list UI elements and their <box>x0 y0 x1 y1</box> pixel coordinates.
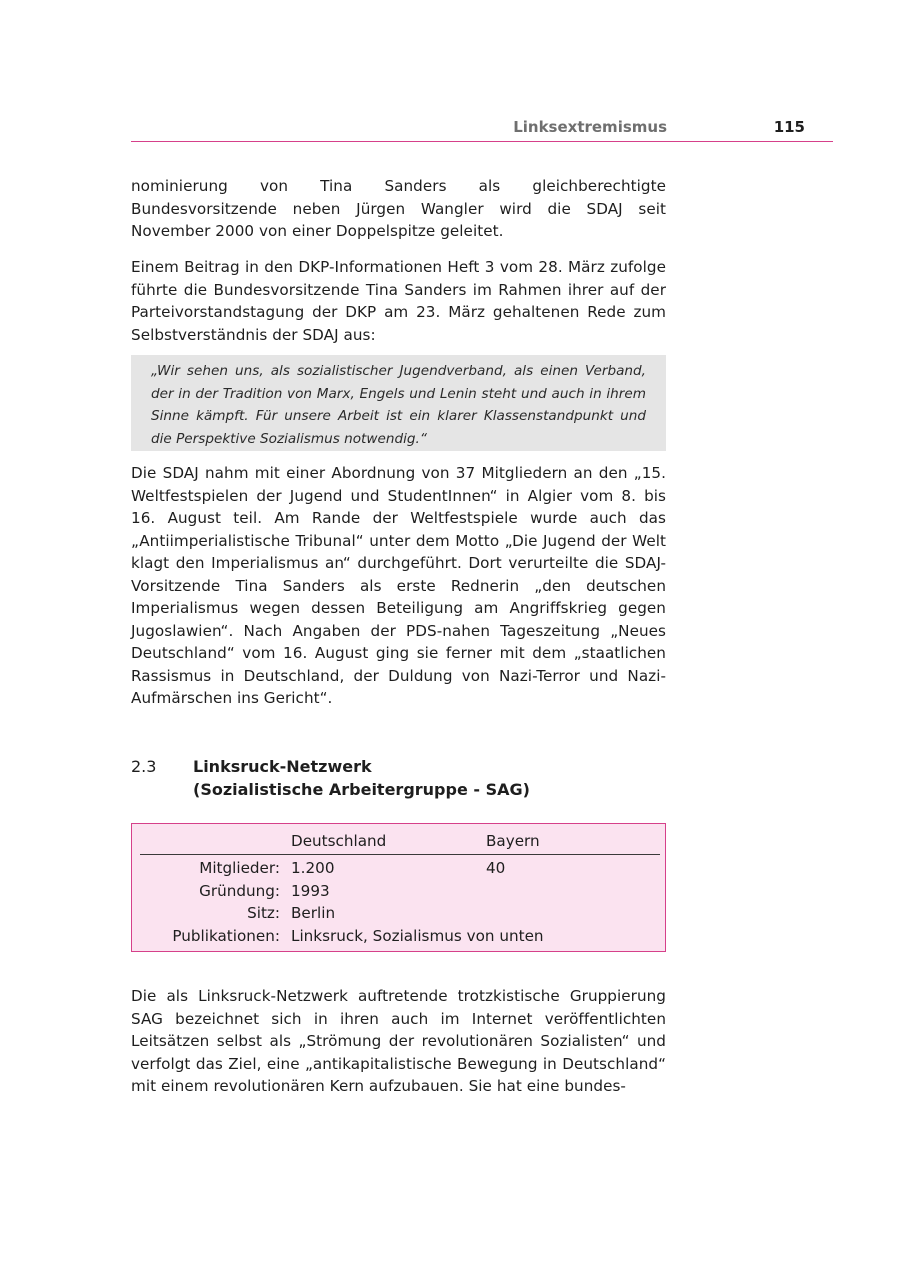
facts-column-header-germany: Deutschland <box>291 832 387 850</box>
paragraph-4-block <box>131 985 666 1098</box>
facts-row-label: Sitz: <box>247 904 280 922</box>
facts-row-label: Publikationen: <box>172 927 280 945</box>
paragraph-1: nominierung von Tina Sanders als gleichberechtigte Bundesvorsitzende neben Jürgen Wangler wird die SDAJ seit November 2000 von einer Doppelspitze geleitet. <box>131 177 666 240</box>
section-title-line-1: Linksruck-Netzwerk <box>193 757 372 776</box>
paragraph-2-block <box>131 256 666 346</box>
facts-row-value-germany: Berlin <box>291 904 336 922</box>
quote-text: „Wir sehen uns, als sozialistischer Jugendverband, als einen Verband, der in der Tradition von Marx, Engels und Lenin steht und auch in ihrem Sinne kämpft. Für unsere Arbeit ist ein klarer Klassenstandpunkt und die Perspektive Sozialismus notwendig.“ <box>151 363 646 447</box>
facts-box <box>131 823 666 952</box>
facts-row-value-bavaria: 40 <box>486 859 506 877</box>
header-section-title: Linksextremismus <box>513 118 667 136</box>
facts-row-label: Mitglieder: <box>199 859 280 877</box>
facts-row-value-germany: Linksruck, Sozialismus von unten <box>291 927 544 945</box>
facts-header-divider <box>140 854 660 855</box>
paragraph-4: Die als Linksruck-Netzwerk auftretende trotzkistische Gruppierung SAG bezeichnet sich in ihren auch im Internet veröffentlichten Leitsätzen selbst als „Strömung der revolutionären Sozialisten“ und verfolgt das Ziel, eine „antikapitalistische Bewegung in Deutschland“ mit einem revolutionären Kern aufzubauen. Sie hat eine bundes- <box>131 987 666 1095</box>
section-number: 2.3 <box>131 757 157 776</box>
facts-row-label: Gründung: <box>199 882 280 900</box>
section-title-line-2: (Sozialistische Arbeitergruppe - SAG) <box>193 779 530 799</box>
facts-row-value-germany: 1993 <box>291 882 330 900</box>
facts-row-members <box>132 857 665 879</box>
facts-row-founded <box>132 880 665 902</box>
quote-box <box>131 355 666 451</box>
paragraph-3: Die SDAJ nahm mit einer Abordnung von 37 Mitgliedern an den „15. Weltfestspielen der Jugend und StudentInnen“ in Algier vom 8. bis 16. August teil. Am Rande der Weltfestspiele wurde auch das „Antiimperialistische Tribunal“ unter dem Motto „Die Jugend der Welt klagt den Imperialismus an“ durchgeführt. Dort verurteilte die SDAJ-Vorsitzende Tina Sanders als erste Rednerin „den deutschen Imperialismus wegen dessen Beteiligung am Angriffskrieg gegen Jugoslawien“. Nach Angaben der PDS-nahen Tageszeitung „Neues Deutschland“ vom 16. August ging sie ferner mit dem „staatlichen Rassismus in Deutschland, der Duldung von Nazi-Terror und Nazi-Aufmärschen ins Gericht“. <box>131 464 666 707</box>
paragraph-2: Einem Beitrag in den DKP-Informationen Heft 3 vom 28. März zufolge führte die Bundesvorsitzende Tina Sanders im Rahmen ihrer auf der Parteivorstandstagung der DKP am 23. März gehaltenen Rede zum Selbstverständnis der SDAJ aus: <box>131 258 666 344</box>
running-header <box>131 117 833 142</box>
facts-row-seat <box>132 902 665 924</box>
facts-row-publications <box>132 925 665 947</box>
paragraph-3-block <box>131 462 666 710</box>
page-number: 115 <box>773 118 805 136</box>
facts-row-value-germany: 1.200 <box>291 859 335 877</box>
facts-column-header-bavaria: Bayern <box>486 832 540 850</box>
paragraph-1-block <box>131 175 666 243</box>
